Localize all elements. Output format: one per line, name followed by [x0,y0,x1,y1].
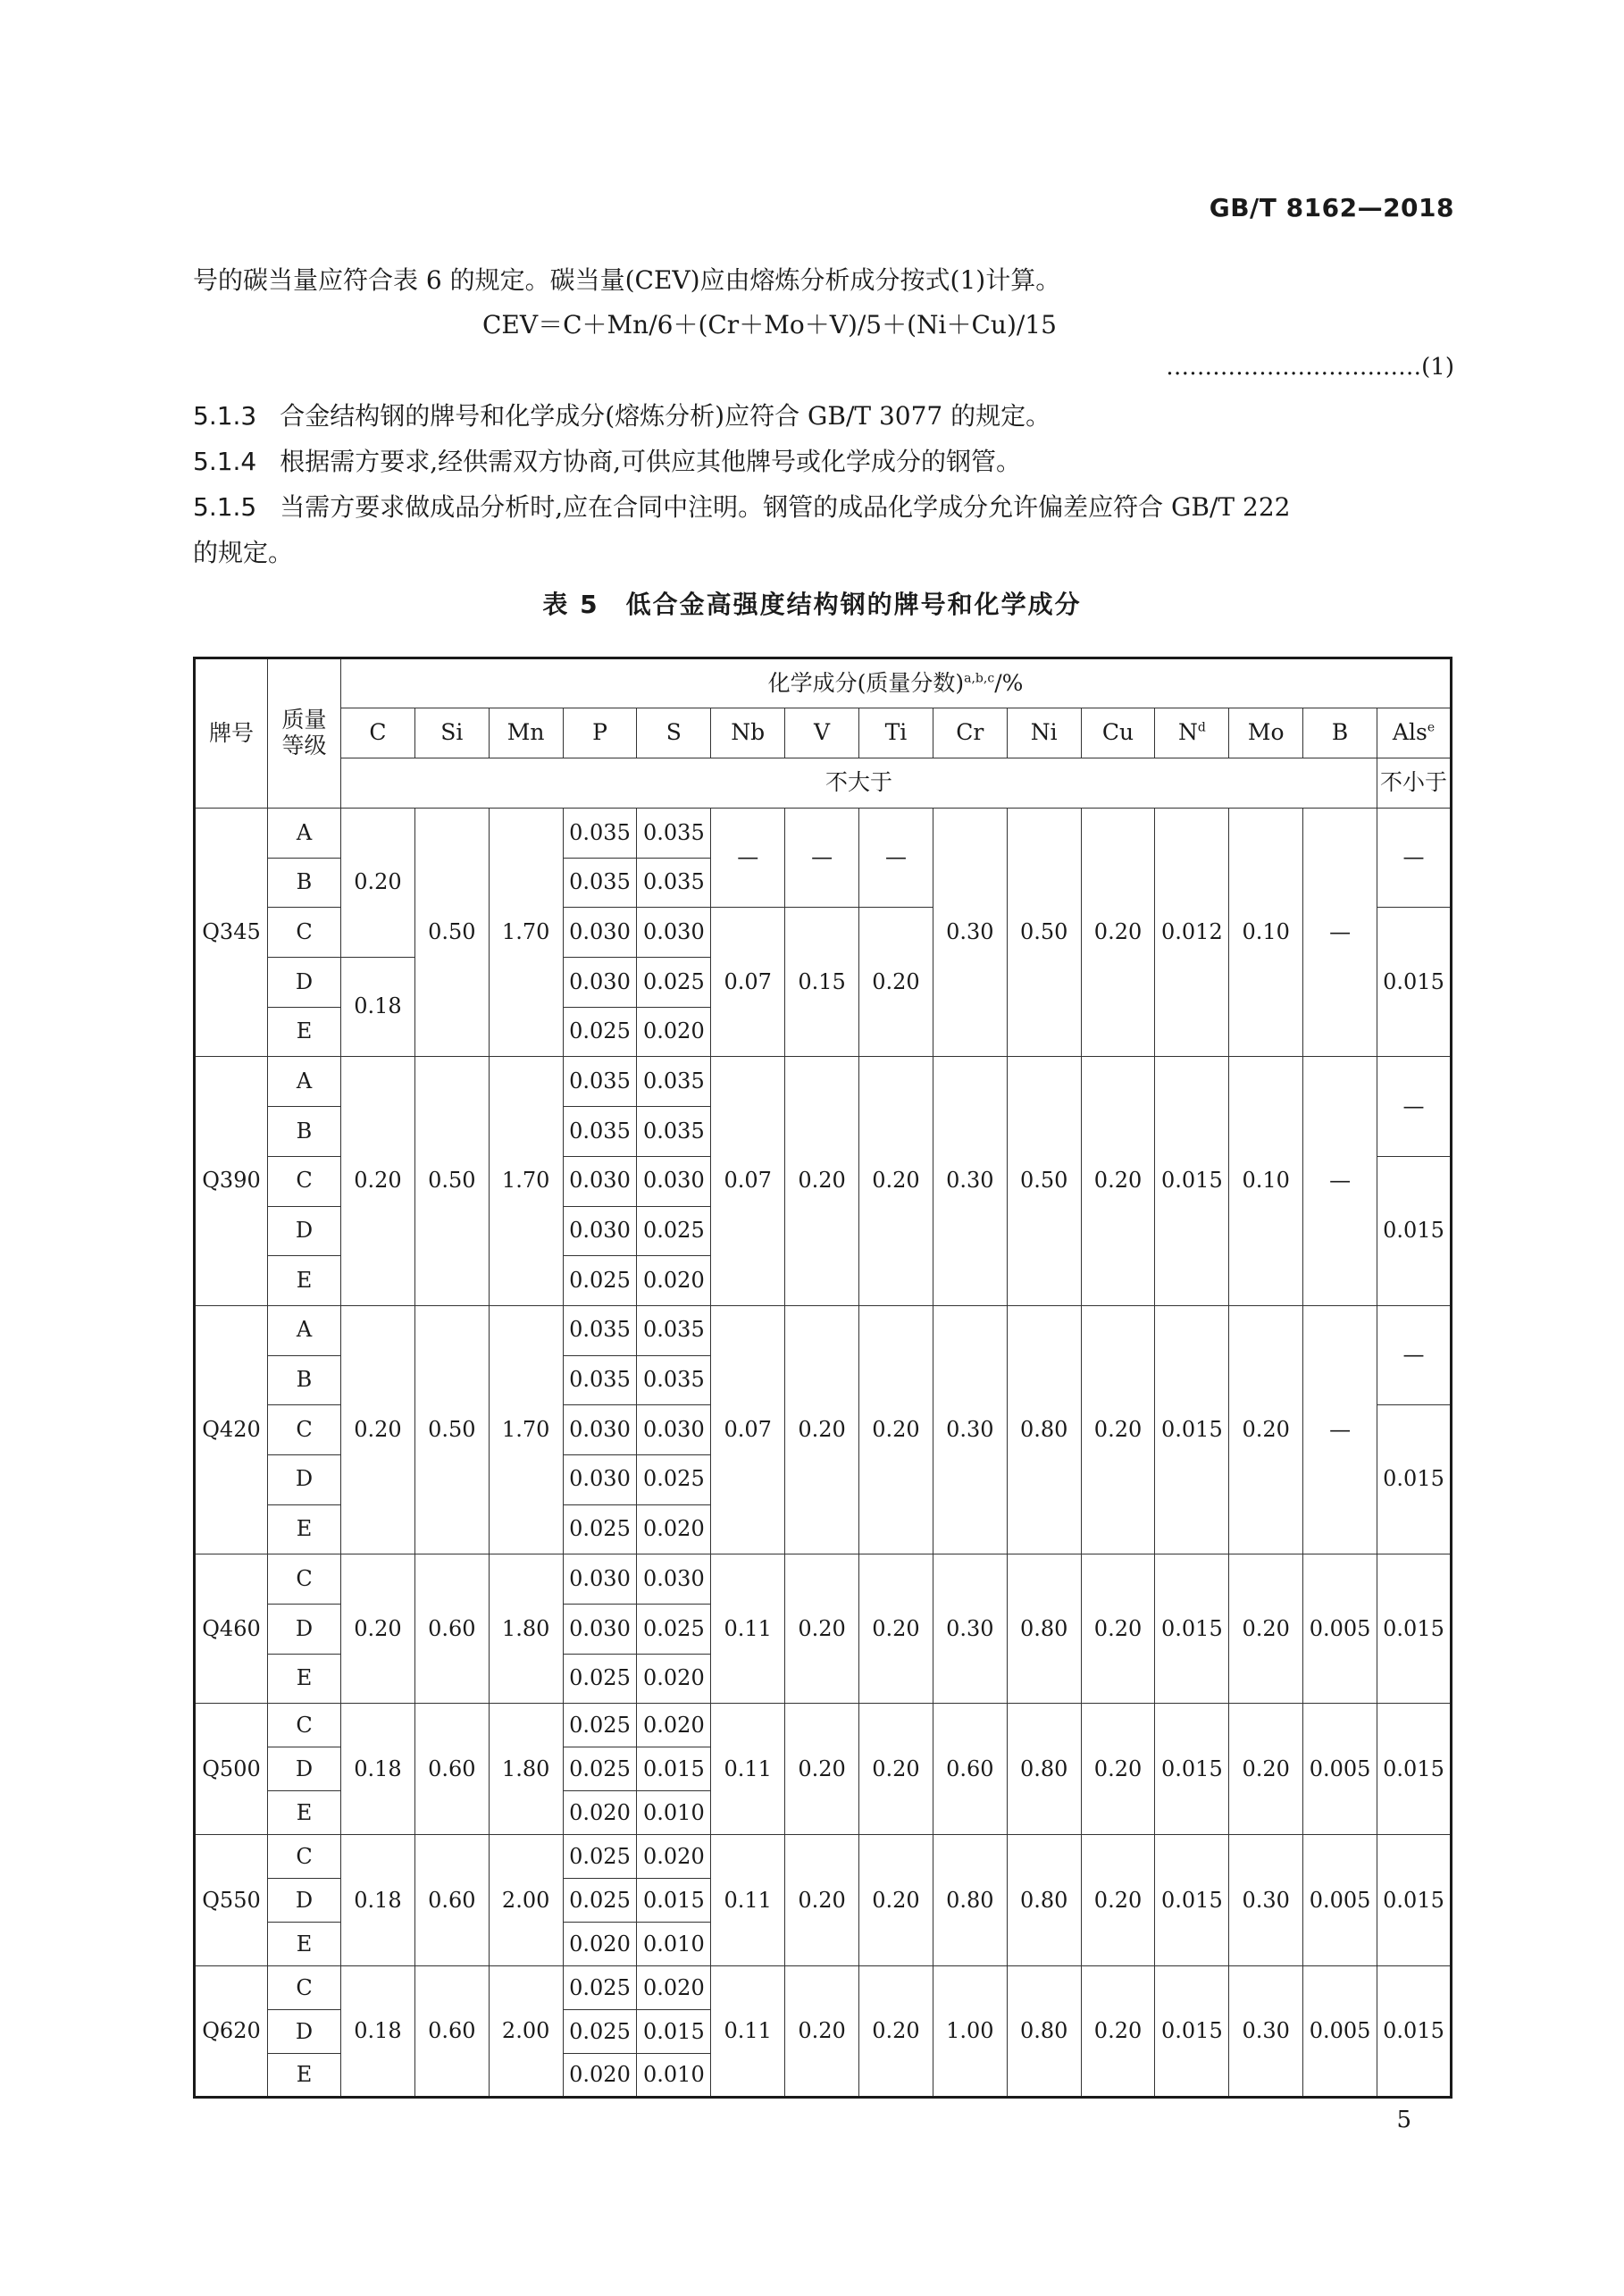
cu-cell: 0.20 [1081,809,1155,1057]
clause-number: 5.1.5 [193,492,257,522]
s-cell: 0.035 [637,809,711,859]
quality-cell: E [268,1504,341,1554]
c-cell: 0.18 [341,1966,415,2098]
c-cell: 0.20 [341,1305,415,1554]
header-row [195,708,1452,758]
s-cell: 0.020 [637,1966,711,2010]
quality-cell: D [268,2010,341,2054]
composition-table [193,657,1452,2099]
cu-cell: 0.20 [1081,1966,1155,2098]
grade-cell: Q390 [195,1057,268,1305]
quality-cell: E [268,2054,341,2098]
header-element-b: B [1303,708,1377,758]
cr-cell: 0.30 [933,1554,1007,1704]
quality-cell: B [268,858,341,908]
p-cell: 0.030 [563,1605,637,1655]
ti-cell: — [859,809,933,908]
header-element-cr: Cr [933,708,1007,758]
ni-cell: 0.80 [1007,1835,1081,1966]
als-cell: 0.015 [1377,1156,1452,1305]
standard-number: GB/T 8162—2018 [1209,193,1454,222]
als-cell: 0.015 [1377,1405,1452,1554]
p-cell: 0.035 [563,1305,637,1355]
intro-paragraph: 号的碳当量应符合表 6 的规定。碳当量(CEV)应由熔炼分析成分按式(1)计算。 [193,265,1061,295]
clause-text: 根据需方要求,经供需双方协商,可供应其他牌号或化学成分的钢管。 [280,447,1022,476]
p-cell: 0.025 [563,1835,637,1879]
ti-cell: 0.20 [859,1057,933,1305]
mn-cell: 1.70 [489,1305,563,1554]
si-cell: 0.50 [414,1057,489,1305]
quality-cell: E [268,1791,341,1835]
si-cell: 0.60 [414,1554,489,1704]
quality-cell: D [268,1879,341,1923]
c-cell: 0.20 [341,1057,415,1305]
cr-cell: 0.80 [933,1835,1007,1966]
table-row [195,1554,1452,1605]
quality-cell: B [268,1107,341,1157]
p-cell: 0.030 [563,958,637,1008]
ti-cell: 0.20 [859,1704,933,1835]
n-cell: 0.015 [1155,1966,1229,2098]
cr-cell: 0.30 [933,1057,1007,1305]
nb-cell: 0.11 [711,1835,785,1966]
quality-cell: D [268,1454,341,1504]
b-cell: — [1303,809,1377,1057]
ti-cell: 0.20 [859,1554,933,1704]
table-row [195,1057,1452,1107]
grade-cell: Q500 [195,1704,268,1835]
s-cell: 0.025 [637,1206,711,1256]
mo-cell: 0.20 [1229,1704,1303,1835]
p-cell: 0.035 [563,1355,637,1405]
header-element-nb: Nb [711,708,785,758]
table-title: 表 5 低合金高强度结构钢的牌号和化学成分 [542,590,1082,619]
header-chemical-composition: 化学成分(质量分数)$^{a,b,c}$/% [341,658,1452,708]
mn-cell: 1.80 [489,1704,563,1835]
s-cell: 0.020 [637,1256,711,1306]
cu-cell: 0.20 [1081,1704,1155,1835]
header-element-s: S [637,708,711,758]
v-cell: 0.20 [785,1966,859,2098]
v-cell: 0.20 [785,1057,859,1305]
nb-cell: — [711,809,785,908]
grade-cell: Q550 [195,1835,268,1966]
header-not-less: 不小于 [1377,758,1452,809]
header-grade: 牌号 [195,658,268,809]
header-element-mn: Mn [489,708,563,758]
s-cell: 0.035 [637,1355,711,1405]
p-cell: 0.025 [563,1256,637,1306]
n-cell: 0.015 [1155,1305,1229,1554]
p-cell: 0.025 [563,1504,637,1554]
c-cell: 0.20 [341,1554,415,1704]
s-cell: 0.020 [637,1654,711,1704]
table-row [195,1966,1452,2010]
header-row [195,758,1452,809]
quality-cell: D [268,958,341,1008]
table-row [195,1305,1452,1355]
quality-cell: A [268,809,341,859]
p-cell: 0.025 [563,1966,637,2010]
clause-5-1-5-continued: 的规定。 [193,538,294,567]
cu-cell: 0.20 [1081,1554,1155,1704]
ni-cell: 0.80 [1007,1966,1081,2098]
p-cell: 0.020 [563,1791,637,1835]
clause-5-1-5 [193,484,1452,530]
b-cell: 0.005 [1303,1704,1377,1835]
clause-5-1-3 [193,393,1452,439]
clause-text: 合金结构钢的牌号和化学成分(熔炼分析)应符合 GB/T 3077 的规定。 [280,401,1051,431]
ni-cell: 0.80 [1007,1305,1081,1554]
p-cell: 0.025 [563,1704,637,1747]
quality-cell: C [268,1554,341,1605]
mn-cell: 2.00 [489,1835,563,1966]
p-cell: 0.025 [563,2010,637,2054]
quality-cell: E [268,1007,341,1057]
header-element-als: Als$^e$ [1377,708,1452,758]
table-row [195,1704,1452,1747]
cr-cell: 1.00 [933,1966,1007,2098]
quality-cell: A [268,1057,341,1107]
header-quality: 质量 等级 [268,658,341,809]
quality-cell: C [268,1156,341,1206]
p-cell: 0.030 [563,1554,637,1605]
clause-number: 5.1.4 [193,447,257,476]
quality-cell: C [268,1835,341,1879]
table-row [195,1835,1452,1879]
cev-formula: CEV＝C＋Mn/6＋(Cr＋Mo＋V)/5＋(Ni＋Cu)/15 [482,310,1057,339]
ti-cell: 0.20 [859,908,933,1057]
clause-number: 5.1.3 [193,401,257,431]
n-cell: 0.015 [1155,1554,1229,1704]
s-cell: 0.015 [637,2010,711,2054]
cu-cell: 0.20 [1081,1305,1155,1554]
ni-cell: 0.50 [1007,1057,1081,1305]
s-cell: 0.020 [637,1704,711,1747]
p-cell: 0.030 [563,1206,637,1256]
als-cell: 0.015 [1377,908,1452,1057]
cr-cell: 0.60 [933,1704,1007,1835]
quality-cell: E [268,1923,341,1966]
quality-cell: E [268,1256,341,1306]
nb-cell: 0.11 [711,1554,785,1704]
grade-cell: Q420 [195,1305,268,1554]
p-cell: 0.030 [563,1405,637,1455]
v-cell: 0.20 [785,1554,859,1704]
header-element-ni: Ni [1007,708,1081,758]
s-cell: 0.010 [637,1923,711,1966]
s-cell: 0.010 [637,1791,711,1835]
s-cell: 0.030 [637,1156,711,1206]
als-cell: — [1377,1057,1452,1156]
n-cell: 0.015 [1155,1057,1229,1305]
s-cell: 0.015 [637,1747,711,1791]
ti-cell: 0.20 [859,1835,933,1966]
header-element-c: C [341,708,415,758]
c-cell: 0.18 [341,1704,415,1835]
clause-5-1-4 [193,439,1452,484]
quality-cell: C [268,1405,341,1455]
p-cell: 0.025 [563,1747,637,1791]
mo-cell: 0.20 [1229,1305,1303,1554]
si-cell: 0.50 [414,809,489,1057]
page-number: 5 [1396,2107,1411,2133]
v-cell: 0.20 [785,1305,859,1554]
als-cell: 0.015 [1377,1835,1452,1966]
p-cell: 0.020 [563,2054,637,2098]
p-cell: 0.025 [563,1654,637,1704]
c-cell: 0.18 [341,1835,415,1966]
quality-cell: C [268,1704,341,1747]
mo-cell: 0.30 [1229,1966,1303,2098]
si-cell: 0.60 [414,1835,489,1966]
cu-cell: 0.20 [1081,1057,1155,1305]
nb-cell: 0.11 [711,1966,785,2098]
grade-cell: Q620 [195,1966,268,2098]
s-cell: 0.030 [637,1554,711,1605]
s-cell: 0.020 [637,1007,711,1057]
ni-cell: 0.50 [1007,809,1081,1057]
header-row [195,658,1452,708]
p-cell: 0.030 [563,1454,637,1504]
quality-cell: E [268,1654,341,1704]
b-cell: 0.005 [1303,1835,1377,1966]
nb-cell: 0.11 [711,1704,785,1835]
mn-cell: 2.00 [489,1966,563,2098]
p-cell: 0.020 [563,1923,637,1966]
si-cell: 0.50 [414,1305,489,1554]
grade-cell: Q460 [195,1554,268,1704]
b-cell: 0.005 [1303,1966,1377,2098]
c-cell: 0.20 [341,809,415,958]
p-cell: 0.025 [563,1879,637,1923]
cu-cell: 0.20 [1081,1835,1155,1966]
ni-cell: 0.80 [1007,1704,1081,1835]
p-cell: 0.035 [563,1057,637,1107]
s-cell: 0.035 [637,858,711,908]
s-cell: 0.035 [637,1057,711,1107]
s-cell: 0.025 [637,958,711,1008]
p-cell: 0.025 [563,1007,637,1057]
s-cell: 0.025 [637,1454,711,1504]
als-cell: — [1377,1305,1452,1404]
als-cell: 0.015 [1377,1704,1452,1835]
quality-cell: A [268,1305,341,1355]
p-cell: 0.030 [563,1156,637,1206]
als-cell: 0.015 [1377,1966,1452,2098]
clause-text: 当需方要求做成品分析时,应在合同中注明。钢管的成品化学成分允许偏差应符合 GB/T 222 [280,492,1291,522]
ni-cell: 0.80 [1007,1554,1081,1704]
n-cell: 0.015 [1155,1704,1229,1835]
header-element-n: N$^d$ [1155,708,1229,758]
p-cell: 0.030 [563,908,637,958]
s-cell: 0.020 [637,1835,711,1879]
header-element-ti: Ti [859,708,933,758]
mo-cell: 0.20 [1229,1554,1303,1704]
ti-cell: 0.20 [859,1966,933,2098]
v-cell: 0.15 [785,908,859,1057]
n-cell: 0.012 [1155,809,1229,1057]
s-cell: 0.015 [637,1879,711,1923]
cr-cell: 0.30 [933,809,1007,1057]
header-element-p: P [563,708,637,758]
s-cell: 0.025 [637,1605,711,1655]
header-element-cu: Cu [1081,708,1155,758]
mo-cell: 0.30 [1229,1835,1303,1966]
nb-cell: 0.07 [711,1305,785,1554]
s-cell: 0.010 [637,2054,711,2098]
header-not-greater: 不大于 [341,758,1377,809]
p-cell: 0.035 [563,858,637,908]
formula-reference: ……………………………(1) [1166,354,1454,381]
mo-cell: 0.10 [1229,1057,1303,1305]
b-cell: — [1303,1057,1377,1305]
quality-cell: C [268,1966,341,2010]
s-cell: 0.020 [637,1504,711,1554]
quality-cell: C [268,908,341,958]
nb-cell: 0.07 [711,1057,785,1305]
grade-cell: Q345 [195,809,268,1057]
p-cell: 0.035 [563,1107,637,1157]
quality-cell: D [268,1605,341,1655]
table-row [195,809,1452,859]
quality-cell: D [268,1747,341,1791]
b-cell: — [1303,1305,1377,1554]
v-cell: 0.20 [785,1835,859,1966]
c-cell: 0.18 [341,958,415,1057]
n-cell: 0.015 [1155,1835,1229,1966]
mn-cell: 1.80 [489,1554,563,1704]
mn-cell: 1.70 [489,1057,563,1305]
si-cell: 0.60 [414,1966,489,2098]
s-cell: 0.030 [637,908,711,958]
si-cell: 0.60 [414,1704,489,1835]
cr-cell: 0.30 [933,1305,1007,1554]
header-element-v: V [785,708,859,758]
header-element-mo: Mo [1229,708,1303,758]
mo-cell: 0.10 [1229,809,1303,1057]
mn-cell: 1.70 [489,809,563,1057]
s-cell: 0.035 [637,1107,711,1157]
quality-cell: D [268,1206,341,1256]
b-cell: 0.005 [1303,1554,1377,1704]
s-cell: 0.035 [637,1305,711,1355]
als-cell: — [1377,809,1452,908]
nb-cell: 0.07 [711,908,785,1057]
s-cell: 0.030 [637,1405,711,1455]
p-cell: 0.035 [563,809,637,859]
als-cell: 0.015 [1377,1554,1452,1704]
header-element-si: Si [414,708,489,758]
v-cell: 0.20 [785,1704,859,1835]
quality-cell: B [268,1355,341,1405]
ti-cell: 0.20 [859,1305,933,1554]
v-cell: — [785,809,859,908]
